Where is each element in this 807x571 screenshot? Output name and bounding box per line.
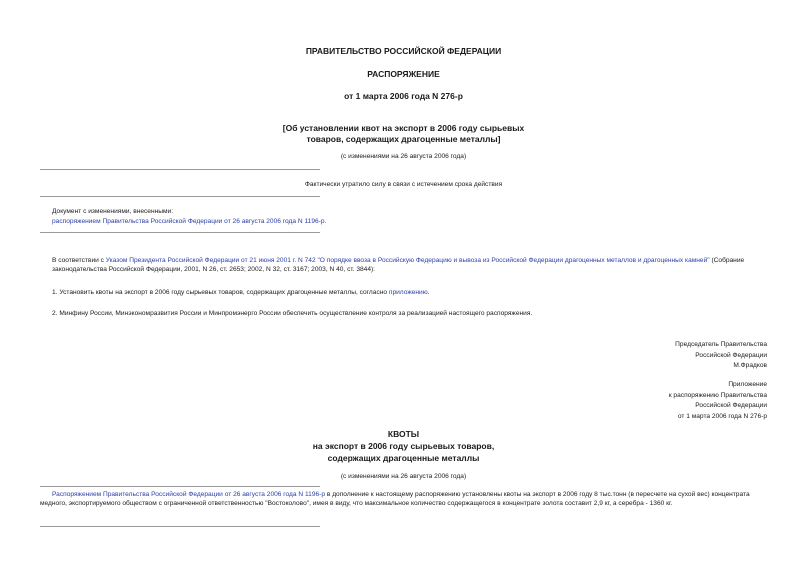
quotas-paragraph [40, 490, 770, 508]
preamble-suffix: (Собрание законодательства Российской Федерации, 2001, N 26, ст. 2653; 2002, N 32, ст. 3167; 2003, N 40, ст. 3844): [52, 257, 745, 273]
item-2-paragraph: 2. Минфину России, Минэкономразвития России и Минпромэнерго России обеспечить осуществление контроля за реализацией настоящего распоряжения. [52, 310, 533, 317]
divider [40, 486, 320, 487]
document-date-number: от 1 марта 2006 года N 276-р [344, 91, 463, 101]
quotas-subtitle-1: на экспорт в 2006 году сырьевых товаров, [312, 441, 495, 451]
signature-name: М.Фрадков [733, 362, 767, 369]
signature-position: Председатель Правительства [675, 341, 767, 348]
item-1-text: 1. Установить квоты на экспорт в 2006 году сырьевых товаров, содержащих драгоценные металлы, согласно [52, 289, 389, 296]
appendix-block [669, 380, 767, 422]
preamble-prefix: В соответствии с [52, 257, 106, 264]
document-title-line-1: [Об установлении квот на экспорт в 2006 году сырьевых [282, 123, 525, 133]
divider [40, 196, 320, 197]
decree-link[interactable]: Указом Президента Российской Федерации от 21 июня 2001 г. N 742 "О порядке ввоза в Российскую Федерацию и вывоза из Российской Федерации драгоценных металлов и драгоценных камней" [105, 257, 710, 264]
government-heading: ПРАВИТЕЛЬСТВО РОССИЙСКОЙ ФЕДЕРАЦИИ [305, 46, 502, 56]
amendments-note: (с изменениями на 26 августа 2006 года) [340, 153, 467, 160]
divider [40, 232, 320, 233]
signature-block [675, 340, 767, 372]
preamble-paragraph [52, 256, 770, 274]
appendix-ref-3: от 1 марта 2006 года N 276-р [677, 412, 767, 420]
changes-intro: Документ с изменениями, внесенными: [52, 208, 174, 215]
divider [40, 169, 320, 170]
quotas-decree-link[interactable]: Распоряжением Правительства Российской Федерации от 26 августа 2006 года N 1196-р [52, 491, 326, 498]
status-note: Фактически утратило силу в связи с истечением срока действия [304, 181, 503, 188]
document-title-line-2: товаров, содержащих драгоценные металлы] [306, 134, 501, 144]
quotas-title: КВОТЫ [387, 429, 420, 439]
appendix-ref-2: Российской Федерации [695, 402, 767, 409]
divider [40, 526, 320, 527]
changes-link[interactable]: распоряжением Правительства Российской Федерации от 26 августа 2006 года N 1196-р. [52, 218, 327, 225]
quotas-text: в дополнение к настоящему распоряжению установлены квоты на экспорт в 2006 году 8 тыс.тонн (в пересчете на сухой вес) концентрата медного, экспортируемого обществом с ограниченной ответственностью "Востоколово", имея в виду, что максимальное количество содержащегося в концентрате золота составит 2,9 кг, а серебра - 1360 кг. [40, 491, 750, 507]
document-type-heading: РАСПОРЯЖЕНИЕ [367, 69, 440, 79]
item-1-paragraph [52, 288, 770, 297]
item-1-end: . [427, 289, 430, 296]
appendix-ref-1: к распоряжению Правительства [668, 391, 767, 399]
quotas-subtitle-2: содержащих драгоценные металлы [327, 453, 480, 463]
appendix-link[interactable]: приложению [388, 289, 428, 296]
quotas-amendments-note: (с изменениями на 26 августа 2006 года) [340, 473, 467, 480]
signature-organization: Российской Федерации [695, 351, 767, 359]
appendix-label: Приложение [728, 381, 767, 388]
